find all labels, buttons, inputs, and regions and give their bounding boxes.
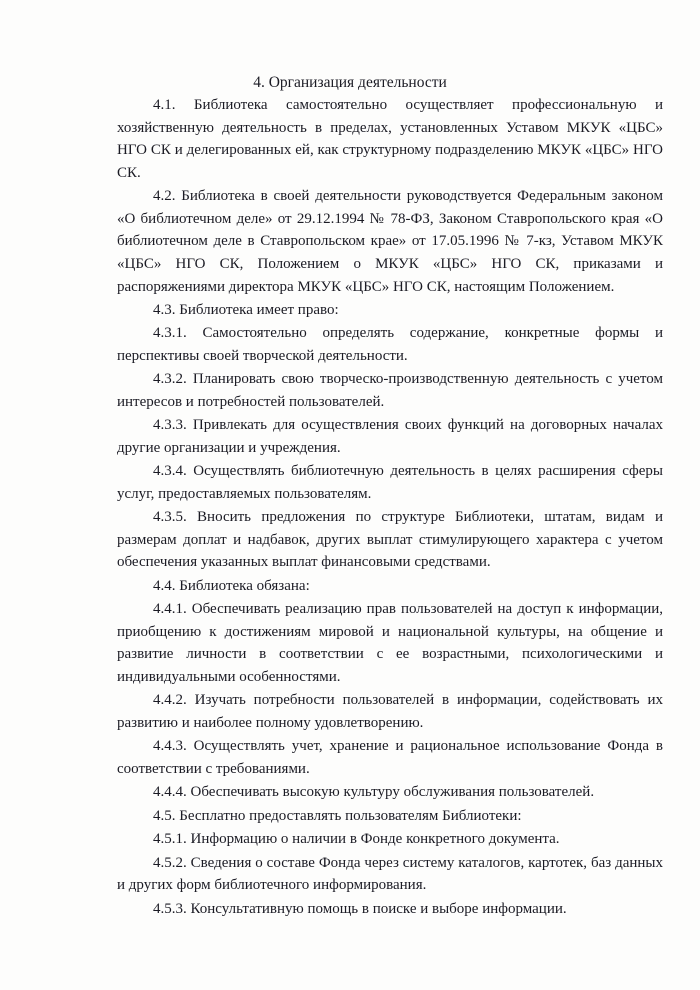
paragraph-4-3-4: 4.3.4. Осуществлять библиотечную деятельность в целях расширения сферы услуг, предоставляемых пользователям. [117, 463, 663, 502]
paragraph-4-1: 4.1. Библиотека самостоятельно осуществляет профессиональную и хозяйственную деятельность в пределах, установленных Уставом МКУК «ЦБС» НГО СК и делегированных ей, как структурному подразделению МКУК «ЦБС» НГО СК. [117, 97, 663, 181]
paragraph-4-3-3: 4.3.3. Привлекать для осуществления своих функций на договорных началах другие организации и учреждения. [117, 417, 663, 456]
paragraph-4-2: 4.2. Библиотека в своей деятельности руководствуется Федеральным законом «О библиотечном деле» от 29.12.1994 № 78-ФЗ, Законом Ставропольского края «О библиотечном деле в Ставропольском крае» от 17.05.1996 № 7-кз, Уставом МКУК «ЦБС» НГО СК, Положением о МКУК «ЦБС» НГО СК, приказами и распоряжениями директора МКУК «ЦБС» НГО СК, настоящим Положением. [117, 188, 663, 295]
paragraph-4-5-3: 4.5.3. Консультативную помощь в поиске и выборе информации. [153, 900, 567, 917]
paragraph-4-3: 4.3. Библиотека имеет право: [153, 301, 339, 318]
paragraph-4-5: 4.5. Бесплатно предоставлять пользователям Библиотеки: [153, 807, 522, 824]
section-title: 4. Организация деятельности [253, 74, 447, 91]
paragraph-4-5-1: 4.5.1. Информацию о наличии в Фонде конкретного документа. [153, 831, 560, 848]
paragraph-4-4-3: 4.4.3. Осуществлять учет, хранение и рациональное использование Фонда в соответствии с требованиями. [117, 738, 663, 777]
paragraph-4-4-1: 4.4.1. Обеспечивать реализацию прав пользователей на доступ к информации, приобщению к достижениям мировой и национальной культуры, на общение и развитие личности в соответствии с ее возрастными, психологическими и индивидуальными особенностями. [117, 601, 663, 686]
section-body [117, 94, 663, 920]
paragraph-4-5-2: 4.5.2. Сведения о составе Фонда через систему каталогов, картотек, баз данных и других форм библиотечного информирования. [117, 854, 663, 894]
paragraph-4-4: 4.4. Библиотека обязана: [153, 577, 310, 594]
paragraph-4-3-5: 4.3.5. Вносить предложения по структуре Библиотеки, штатам, видам и размерам доплат и надбавок, других выплат стимулирующего характера с учетом обеспечения указанных выплат финансовыми средствами. [117, 509, 663, 571]
paragraph-4-4-2: 4.4.2. Изучать потребности пользователей в информации, содействовать их развитию и наиболее полному удовлетворению. [117, 692, 663, 731]
paragraph-4-3-1: 4.3.1. Самостоятельно определять содержание, конкретные формы и перспективы своей творческой деятельности. [117, 325, 663, 364]
paragraph-4-4-4: 4.4.4. Обеспечивать высокую культуру обслуживания пользователей. [153, 784, 595, 801]
paragraph-4-3-2: 4.3.2. Планировать свою творческо-производственную деятельность с учетом интересов и потребностей пользователей. [117, 371, 663, 410]
